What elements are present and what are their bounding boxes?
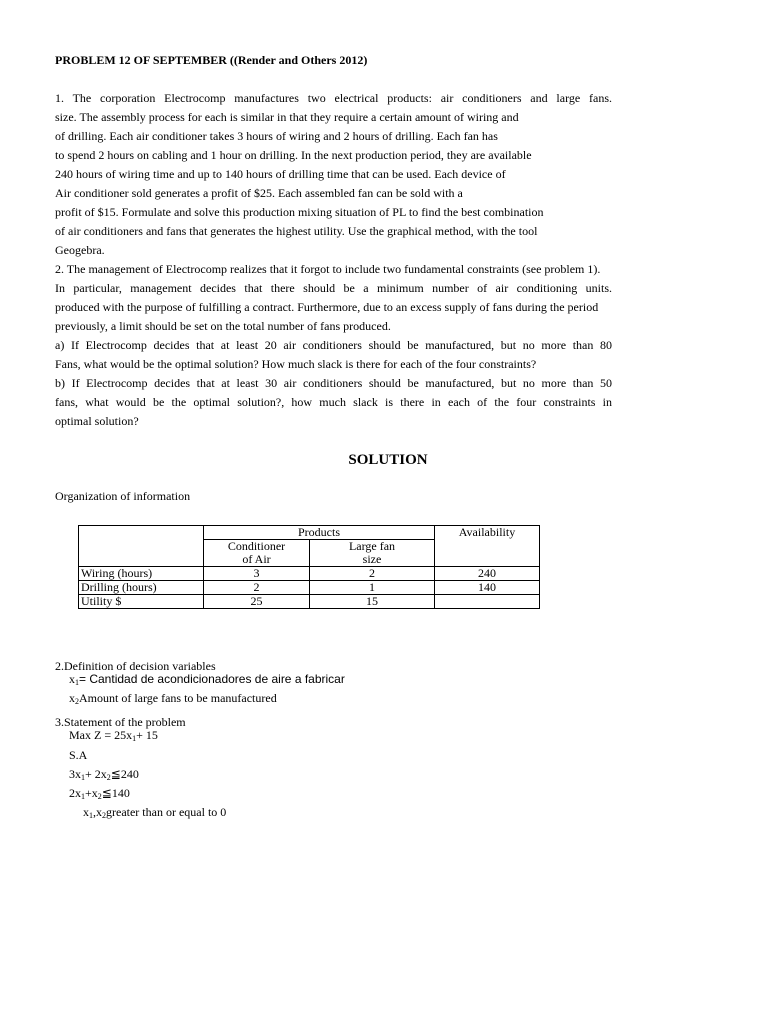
nonnegativity-constraint: $x_1,x_2greater$ than or equal to 0 xyxy=(83,805,227,820)
problem-line: a) If Electrocomp decides that at least 20 air conditioners should be manufactured, but no more than 80 xyxy=(55,338,612,352)
availability-header: Availability xyxy=(435,526,540,567)
row-label: Wiring (hours) xyxy=(79,567,204,581)
x2-definition-text: Amount of large fans to be manufactured xyxy=(79,691,277,705)
problem-line: Air conditioner sold generates a profit of $25. Each assembled fan can be sold with a xyxy=(55,186,463,200)
subscript: 2 xyxy=(97,792,102,801)
problem-line: 1. The corporation Electrocomp manufactures two electrical products: air conditioners and large fans. xyxy=(55,91,612,105)
constraint-part: + 2x xyxy=(85,767,107,781)
constraint-part: 2x xyxy=(69,786,81,800)
constraint-wiring xyxy=(69,767,139,781)
table-empty-header xyxy=(79,526,204,567)
problem-line: fans, what would be the optimal solution?, how much slack is there in each of the four constraints in xyxy=(55,395,612,409)
problem-line: Fans, what would be the optimal solution? How much slack is there for each of the four constraints? xyxy=(55,357,537,371)
subscript: 2 xyxy=(102,811,106,820)
subscript: 1 xyxy=(81,792,85,801)
table-cell: 1 xyxy=(310,581,435,595)
subscript: 2 xyxy=(75,697,79,706)
problem-line: of drilling. Each air conditioner takes 3 hours of wiring and 2 hours of drilling. Each fan has xyxy=(55,129,498,143)
problem-line: 240 hours of wiring time and up to 140 hours of drilling time that can be used. Each device of xyxy=(55,167,506,181)
products-header: Products xyxy=(204,526,435,540)
objective-prefix: Max Z = 25x xyxy=(69,728,133,742)
table-cell: 25 xyxy=(204,595,310,609)
subject-to-label: S.A xyxy=(69,748,88,762)
problem-line: profit of $15. Formulate and solve this production mixing situation of PL to find the best combination xyxy=(55,205,544,219)
problem-line: b) If Electrocomp decides that at least 30 air conditioners should be manufactured, but no more than 50 xyxy=(55,376,612,390)
table-cell: 140 xyxy=(435,581,540,595)
organization-heading: Organization of information xyxy=(55,489,191,503)
subscript: 2 xyxy=(106,773,111,782)
section-2-heading: 2.Definition of decision variables xyxy=(55,659,216,673)
table-header-row xyxy=(79,526,540,540)
table-cell: 2 xyxy=(204,581,310,595)
var-x: x xyxy=(69,691,75,705)
nonnegativity-text: greater than or equal to 0 xyxy=(106,805,227,819)
subscript: 1 xyxy=(132,734,137,743)
table-cell: 2 xyxy=(310,567,435,581)
constraint-drilling xyxy=(69,786,130,800)
problem-line: previously, a limit should be set on the total number of fans produced. xyxy=(55,319,391,333)
solution-heading: SOLUTION xyxy=(348,452,428,468)
table-row xyxy=(79,595,540,609)
x1-definition-text: = Cantidad de acondicionadores de aire a fabricar xyxy=(79,672,345,686)
objective-function xyxy=(69,728,158,742)
constraint-part: ≦140 xyxy=(101,786,130,800)
problem-line: of air conditioners and fans that generates the highest utility. Use the graphical method, with the tool xyxy=(55,224,538,238)
product-fan-header xyxy=(310,540,435,567)
objective-suffix: + 15 xyxy=(136,728,158,742)
subscript: 1 xyxy=(89,811,93,820)
problem-line: 2. The management of Electrocomp realizes that it forgot to include two fundamental constraints (see problem 1). xyxy=(55,262,601,276)
problem-line: In particular, management decides that there should be a minimum number of air conditioning units. xyxy=(55,281,612,295)
problem-line: Geogebra. xyxy=(55,243,105,257)
var-x: x xyxy=(69,672,75,686)
problem-line: optimal solution? xyxy=(55,414,139,428)
document-title: PROBLEM 12 OF SEPTEMBER ((Render and Others 2012) xyxy=(55,53,368,67)
problem-line: to spend 2 hours on cabling and 1 hour on drilling. In the next production period, they are available xyxy=(55,148,532,162)
constraint-part: +x xyxy=(85,786,98,800)
information-table xyxy=(78,525,540,609)
table-cell: 15 xyxy=(310,595,435,609)
x2-definition xyxy=(69,691,277,705)
table-row xyxy=(79,581,540,595)
header-line: of Air xyxy=(242,552,271,566)
table-cell xyxy=(435,595,540,609)
section-3-heading: 3.Statement of the problem xyxy=(55,715,186,729)
table-row xyxy=(79,567,540,581)
constraint-part: ≦240 xyxy=(110,767,139,781)
header-line: Large fan xyxy=(348,539,396,553)
subscript: 1 xyxy=(81,773,85,782)
row-label: Utility $ xyxy=(79,595,204,609)
subscript: 1 xyxy=(75,678,79,687)
table-cell: 240 xyxy=(435,567,540,581)
var-x: x xyxy=(83,805,89,819)
var-x: x xyxy=(96,805,102,819)
table-cell: 3 xyxy=(204,567,310,581)
constraint-part: 3x xyxy=(69,767,81,781)
header-line: size xyxy=(362,552,382,566)
product-air-conditioner-header xyxy=(204,540,310,567)
problem-line: size. The assembly process for each is similar in that they require a certain amount of wiring and xyxy=(55,110,519,124)
x1-definition xyxy=(69,672,345,686)
problem-line: produced with the purpose of fulfilling a contract. Furthermore, due to an excess supply of fans during the period xyxy=(55,300,599,314)
row-label: Drilling (hours) xyxy=(79,581,204,595)
header-line: Conditioner xyxy=(227,539,286,553)
